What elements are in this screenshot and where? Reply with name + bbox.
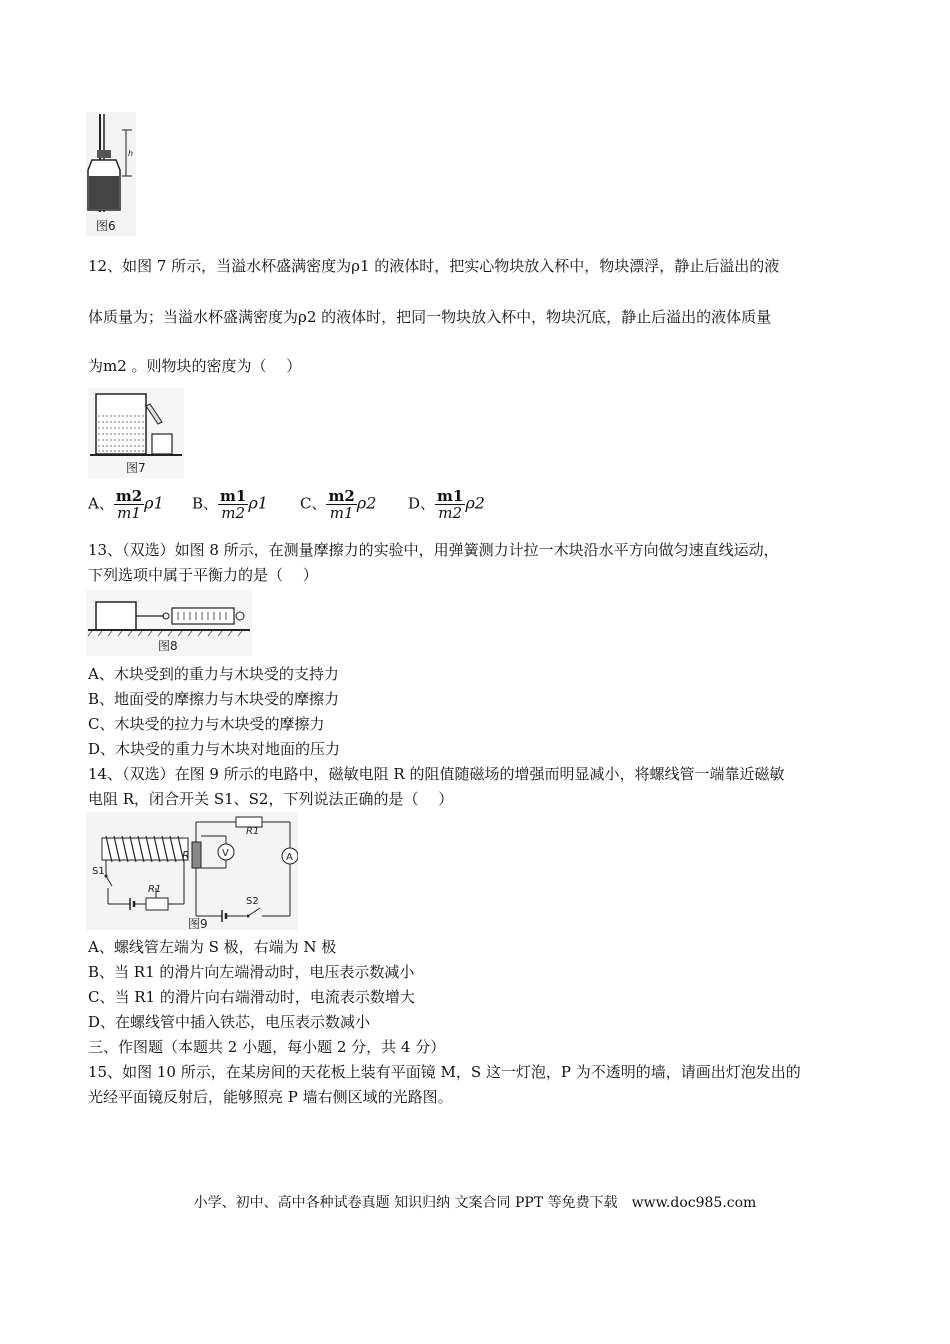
- q14-line2: 电阻 R，闭合开关 S1、S2，下列说法正确的是（ ）: [88, 790, 454, 808]
- q13-option-a: A、木块受到的重力与木块受的支持力: [88, 665, 339, 683]
- q14-option-c: C、当 R1 的滑片向右端滑动时，电流表示数增大: [88, 988, 415, 1006]
- q12-option-d-rho: ρ2: [465, 493, 485, 513]
- fig9-label-v: V: [222, 848, 229, 859]
- q12-option-c-rho: ρ2: [356, 493, 377, 513]
- fig9-label-r: R: [182, 849, 190, 862]
- q12-option-b: [192, 488, 268, 521]
- q13-option-c: C、木块受的拉力与木块受的摩擦力: [88, 715, 325, 733]
- fig9-label-r1-top: R1: [246, 826, 260, 837]
- figure-9: [86, 812, 298, 930]
- q12-option-b-den: m2: [221, 504, 246, 522]
- figure-8: [86, 590, 252, 656]
- figure-6: [86, 112, 136, 236]
- q12-option-a-den: m1: [117, 504, 141, 522]
- q12-option-b-label: B、: [192, 494, 219, 513]
- q12-option-d-num: m1: [437, 487, 464, 505]
- q12-line1: 12、如图 7 所示，当溢水杯盛满密度为ρ1 的液体时，把实心物块放入杯中，物块漂浮，静止后溢出的液: [88, 257, 780, 275]
- q12-option-d-label: D、: [408, 494, 436, 513]
- q12-option-a-label: A、: [88, 494, 114, 513]
- q13-option-b: B、地面受的摩擦力与木块受的摩擦力: [88, 690, 340, 708]
- q13-line1: 13、（双选）如图 8 所示，在测量摩擦力的实验中，用弹簧测力计拉一木块沿水平方向做匀速直线运动，: [88, 541, 779, 559]
- q15-line1: 15、如图 10 所示，在某房间的天花板上装有平面镜 M，S 这一灯泡，P 为不透明的墙，请画出灯泡发出的: [88, 1063, 801, 1081]
- fig8-caption: 图8: [158, 639, 178, 653]
- fig9-caption: 图9: [188, 917, 208, 930]
- q12-line2: 体质量为；当溢水杯盛满密度为ρ2 的液体时，把同一物块放入杯中，物块沉底，静止后溢出的液体质量: [88, 308, 772, 326]
- q14-option-d: D、在螺线管中插入铁芯，电压表示数减小: [88, 1013, 371, 1031]
- fig9-label-s2: S2: [246, 896, 259, 907]
- q12-option-b-num: m1: [220, 487, 247, 505]
- q14-option-a: A、螺线管左端为 S 极，右端为 N 极: [88, 938, 337, 956]
- fig9-label-r1-bottom: R1: [148, 884, 162, 895]
- fig6-h-label: h: [128, 149, 134, 158]
- q14-option-b: B、当 R1 的滑片向左端滑动时，电压表示数减小: [88, 963, 415, 981]
- q12-option-a-num: m2: [115, 487, 143, 505]
- q12-option-a: [88, 488, 164, 521]
- fig9-label-a: A: [286, 852, 293, 863]
- q12-line3: 为m2 。则物块的密度为（ ）: [88, 357, 302, 375]
- q12-option-d-den: m2: [438, 504, 463, 522]
- figure-7: [88, 388, 184, 478]
- q12-option-c-num: m2: [328, 487, 355, 505]
- q12-option-c: [300, 488, 376, 521]
- q13-option-d: D、木块受的重力与木块对地面的压力: [88, 740, 341, 758]
- fig6-caption: 图6: [96, 219, 116, 233]
- q13-line2: 下列选项中属于平衡力的是（ ）: [88, 566, 318, 584]
- fig7-caption: 图7: [126, 461, 146, 475]
- q12-option-c-den: m1: [329, 504, 354, 522]
- q12-option-b-rho: ρ1: [248, 493, 268, 513]
- section3-heading: 三、作图题（本题共 2 小题，每小题 2 分，共 4 分）: [88, 1038, 446, 1056]
- q12-option-a-rho: ρ1: [144, 493, 164, 513]
- page-footer: 小学、初中、高中各种试卷真题 知识归纳 文案合同 PPT 等免费下载 www.doc985.com: [193, 1195, 757, 1211]
- q12-option-d: [408, 488, 485, 521]
- q15-line2: 光经平面镜反射后，能够照亮 P 墙右侧区域的光路图。: [88, 1088, 453, 1106]
- fig9-label-s1: S1: [92, 866, 105, 877]
- q12-option-c-label: C、: [300, 494, 327, 513]
- q14-line1: 14、（双选）在图 9 所示的电路中，磁敏电阻 R 的阻值随磁场的增强而明显减小，将螺线管一端靠近磁敏: [88, 765, 785, 783]
